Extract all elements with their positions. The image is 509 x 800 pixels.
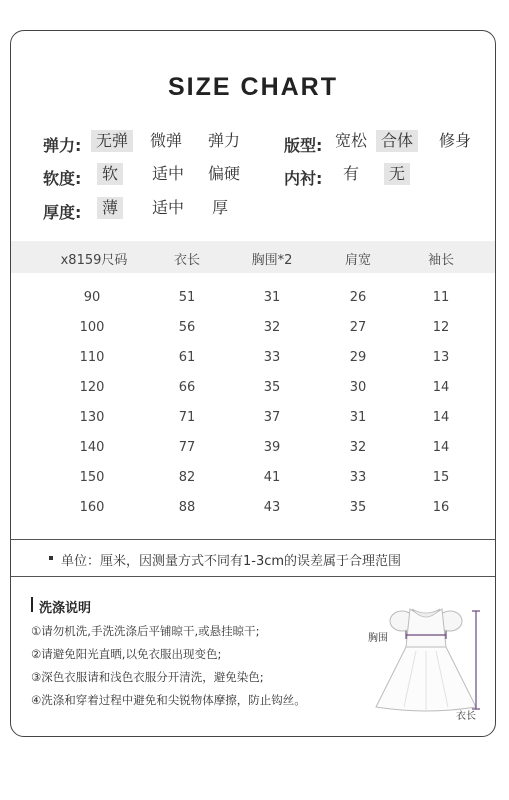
table-cell: 66 [178, 380, 196, 395]
table-cell: 130 [79, 410, 105, 425]
column-header: x8159尺码 [60, 253, 128, 268]
table-cell: 88 [178, 500, 196, 515]
table-cell: 37 [263, 410, 281, 425]
attr-option-selected: 无弹 [91, 130, 133, 152]
table-cell: 31 [263, 290, 281, 305]
table-cell: 33 [263, 350, 281, 365]
table-row [11, 314, 495, 344]
table-cell: 61 [178, 350, 196, 365]
washing-line: ③深色衣服请和浅色衣服分开清洗，避免染色; [31, 670, 264, 684]
size-table-header [11, 241, 495, 273]
table-cell: 71 [178, 410, 196, 425]
attr-option: 修身 [439, 131, 472, 150]
table-cell: 140 [79, 440, 105, 455]
attr-option: 适中 [152, 164, 185, 183]
table-cell: 90 [83, 290, 101, 305]
table-cell: 150 [79, 470, 105, 485]
table-cell: 35 [263, 380, 281, 395]
attr-option-selected: 无 [384, 163, 410, 185]
page-title: SIZE CHART [168, 73, 338, 101]
table-cell: 43 [263, 500, 281, 515]
unit-note-bar [11, 539, 495, 577]
table-cell: 120 [79, 380, 105, 395]
table-cell: 110 [79, 350, 105, 365]
table-cell: 29 [349, 350, 367, 365]
table-cell: 82 [178, 470, 196, 485]
attr-option: 厚 [212, 198, 229, 217]
table-cell: 26 [349, 290, 367, 305]
table-cell: 77 [178, 440, 196, 455]
section-marker [31, 597, 33, 612]
table-cell: 27 [349, 320, 367, 335]
table-row [11, 434, 495, 464]
bullet-icon [49, 556, 53, 560]
length-label: 衣长 [456, 711, 476, 722]
table-row [11, 464, 495, 494]
table-cell: 11 [432, 290, 450, 305]
chest-label: 胸围 [368, 633, 388, 644]
table-cell: 51 [178, 290, 196, 305]
attr-option: 微弹 [150, 131, 183, 150]
attr-option-selected: 软 [97, 163, 123, 185]
attr-option: 宽松 [335, 131, 368, 150]
table-row [11, 494, 495, 524]
table-cell: 35 [349, 500, 367, 515]
table-cell: 33 [349, 470, 367, 485]
attr-option: 弹力 [208, 131, 241, 150]
table-cell: 41 [263, 470, 281, 485]
table-cell: 31 [349, 410, 367, 425]
table-cell: 32 [349, 440, 367, 455]
table-cell: 14 [432, 440, 450, 455]
table-cell: 56 [178, 320, 196, 335]
column-header: 肩宽 [344, 253, 371, 268]
table-cell: 160 [79, 500, 105, 515]
table-row [11, 284, 495, 314]
column-header: 衣长 [173, 253, 200, 268]
attr-label: 弹力: [43, 136, 82, 155]
attr-label: 版型: [284, 136, 323, 155]
attr-option: 有 [343, 164, 360, 183]
table-row [11, 344, 495, 374]
dress-illustration [366, 591, 486, 721]
table-cell: 100 [79, 320, 105, 335]
column-header: 胸围*2 [251, 253, 293, 268]
table-cell: 12 [432, 320, 450, 335]
dress-diagram [366, 591, 486, 721]
washing-line: ②请避免阳光直晒,以免衣服出现变色; [31, 647, 222, 661]
column-header: 袖长 [427, 253, 454, 268]
attr-option: 适中 [152, 198, 185, 217]
table-cell: 32 [263, 320, 281, 335]
table-cell: 39 [263, 440, 281, 455]
table-row [11, 404, 495, 434]
table-cell: 13 [432, 350, 450, 365]
table-cell: 30 [349, 380, 367, 395]
attr-option-selected: 合体 [376, 130, 418, 152]
table-cell: 15 [432, 470, 450, 485]
washing-line: ④洗涤和穿着过程中避免和尖锐物体摩擦，防止钩丝。 [31, 693, 306, 707]
washing-line: ①请勿机洗,手洗洗涤后平铺晾干,或悬挂晾干; [31, 624, 260, 638]
table-cell: 14 [432, 380, 450, 395]
attr-label: 厚度: [43, 203, 82, 222]
table-cell: 16 [432, 500, 450, 515]
table-cell: 14 [432, 410, 450, 425]
attr-label: 软度: [43, 169, 82, 188]
attr-option-selected: 薄 [97, 197, 123, 219]
attr-option: 偏硬 [208, 164, 241, 183]
unit-note: 单位：厘米，因测量方式不同有1-3cm的误差属于合理范围 [61, 554, 402, 569]
table-row [11, 374, 495, 404]
attr-label: 内衬: [284, 169, 323, 188]
size-chart-card [10, 30, 496, 737]
washing-title: 洗涤说明 [39, 601, 92, 616]
